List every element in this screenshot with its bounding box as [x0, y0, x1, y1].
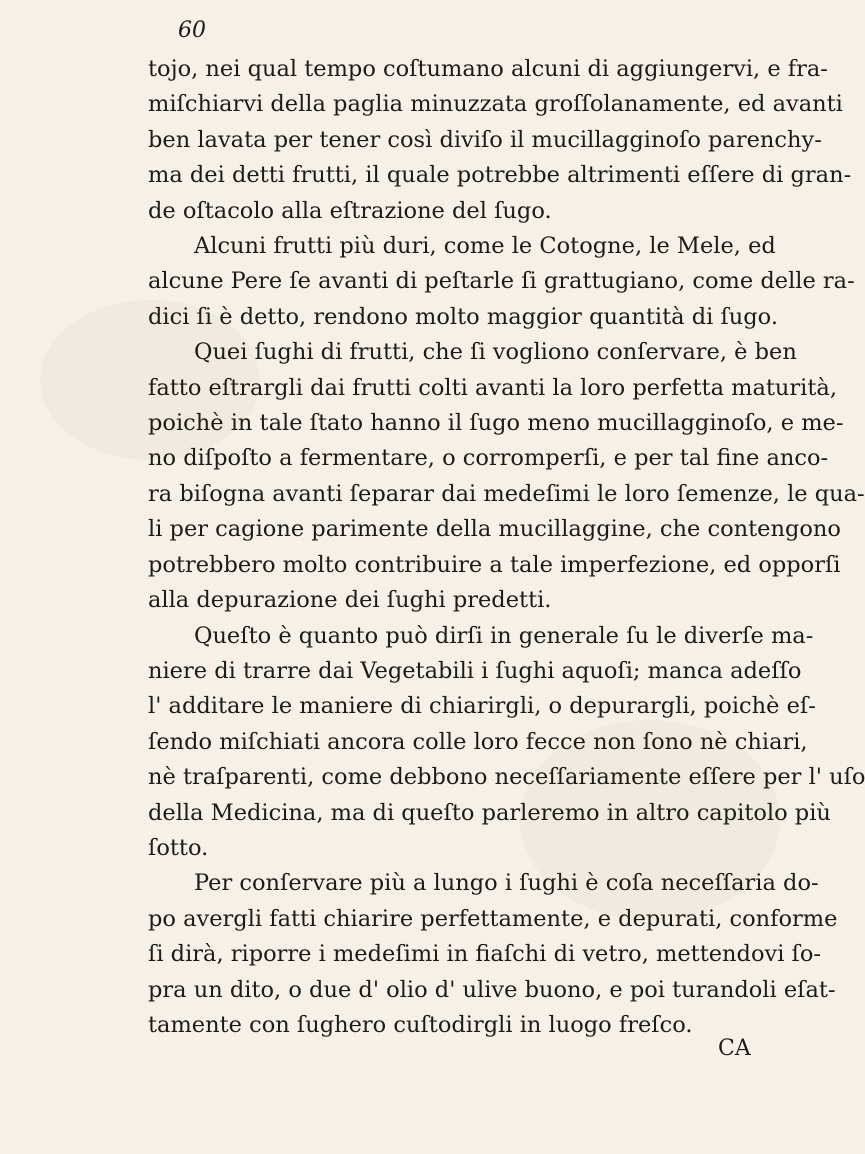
paragraph [148, 229, 855, 335]
text-line: po avergli fatti chiarire perfettamente, e depurati, conforme [148, 905, 838, 932]
paragraph [148, 52, 852, 229]
text-line: ſendo miſchiati ancora colle loro fecce non ſono nè chiari, [148, 728, 808, 755]
text-line: Alcuni frutti più duri, come le Cotogne, le Mele, ed [194, 233, 776, 260]
text-line: ra biſogna avanti ſeparar dai medeſimi le loro ſemenze, le qua- [148, 480, 865, 507]
text-line: Quei ſughi di frutti, che ſi vogliono conſervare, è ben [194, 339, 797, 366]
text-line: tamente con ſughero cuſtodirgli in luogo freſco. [148, 1011, 693, 1038]
text-line: Queſto è quanto può dirſi in generale ſu le diverſe ma- [194, 622, 814, 649]
text-line: tojo, nei qual tempo coſtumano alcuni di aggiungervi, e fra- [148, 56, 828, 82]
catchword: CA [718, 1036, 751, 1061]
text-line: pra un dito, o due d' olio d' ulive buono, e poi turandoli eſat- [148, 976, 836, 1003]
text-line: ben lavata per tener così diviſo il mucillagginoſo parenchy- [148, 126, 822, 153]
text-line: nè traſparenti, come debbono neceſſariamente eſſere per l' uſo [148, 764, 865, 791]
text-line: Per conſervare più a lungo i ſughi è coſa neceſſaria do- [194, 870, 819, 897]
text-line: no diſpoſto a fermentare, o corromperſi, e per tal fine anco- [148, 445, 829, 472]
text-line: miſchiarvi della paglia minuzzata groſſolanamente, ed avanti [148, 91, 843, 118]
text-line: li per cagione parimente della mucillaggine, che contengono [148, 516, 841, 543]
text-line: alcune Pere ſe avanti di peſtarle ſi grattugiano, come delle ra- [148, 268, 855, 295]
text-line: fatto eſtrargli dai frutti colti avanti la loro perfetta maturità, [148, 374, 837, 401]
text-line: dici ſi è detto, rendono molto maggior quantità di ſugo. [148, 303, 778, 330]
text-line: l' additare le maniere di chiarirgli, o depurargli, poichè eſ- [148, 693, 816, 720]
text-line: ſi dirà, riporre i medeſimi in fiaſchi di vetro, mettendovi ſo- [148, 941, 822, 968]
text-line: alla depurazione dei ſughi predetti. [148, 587, 552, 614]
text-line: de oſtacolo alla eſtrazione del ſugo. [148, 197, 552, 224]
text-line: ſotto. [148, 834, 209, 861]
text-line: della Medicina, ma di queſto parleremo in altro capitolo più [148, 799, 831, 826]
page-number: 60 [178, 18, 206, 43]
text-line: potrebbero molto contribuire a tale imperfezione, ed opporſi [148, 551, 841, 578]
paragraph [148, 619, 865, 867]
body-text [148, 52, 865, 1043]
paragraph [148, 866, 838, 1043]
text-line: poichè in tale ſtato hanno il ſugo meno mucillagginoſo, e me- [148, 410, 844, 437]
paragraph [148, 335, 865, 618]
text-line: ma dei detti frutti, il quale potrebbe altrimenti eſſere di gran- [148, 162, 852, 189]
text-line: niere di trarre dai Vegetabili i ſughi aquoſi; manca adeſſo [148, 657, 802, 684]
